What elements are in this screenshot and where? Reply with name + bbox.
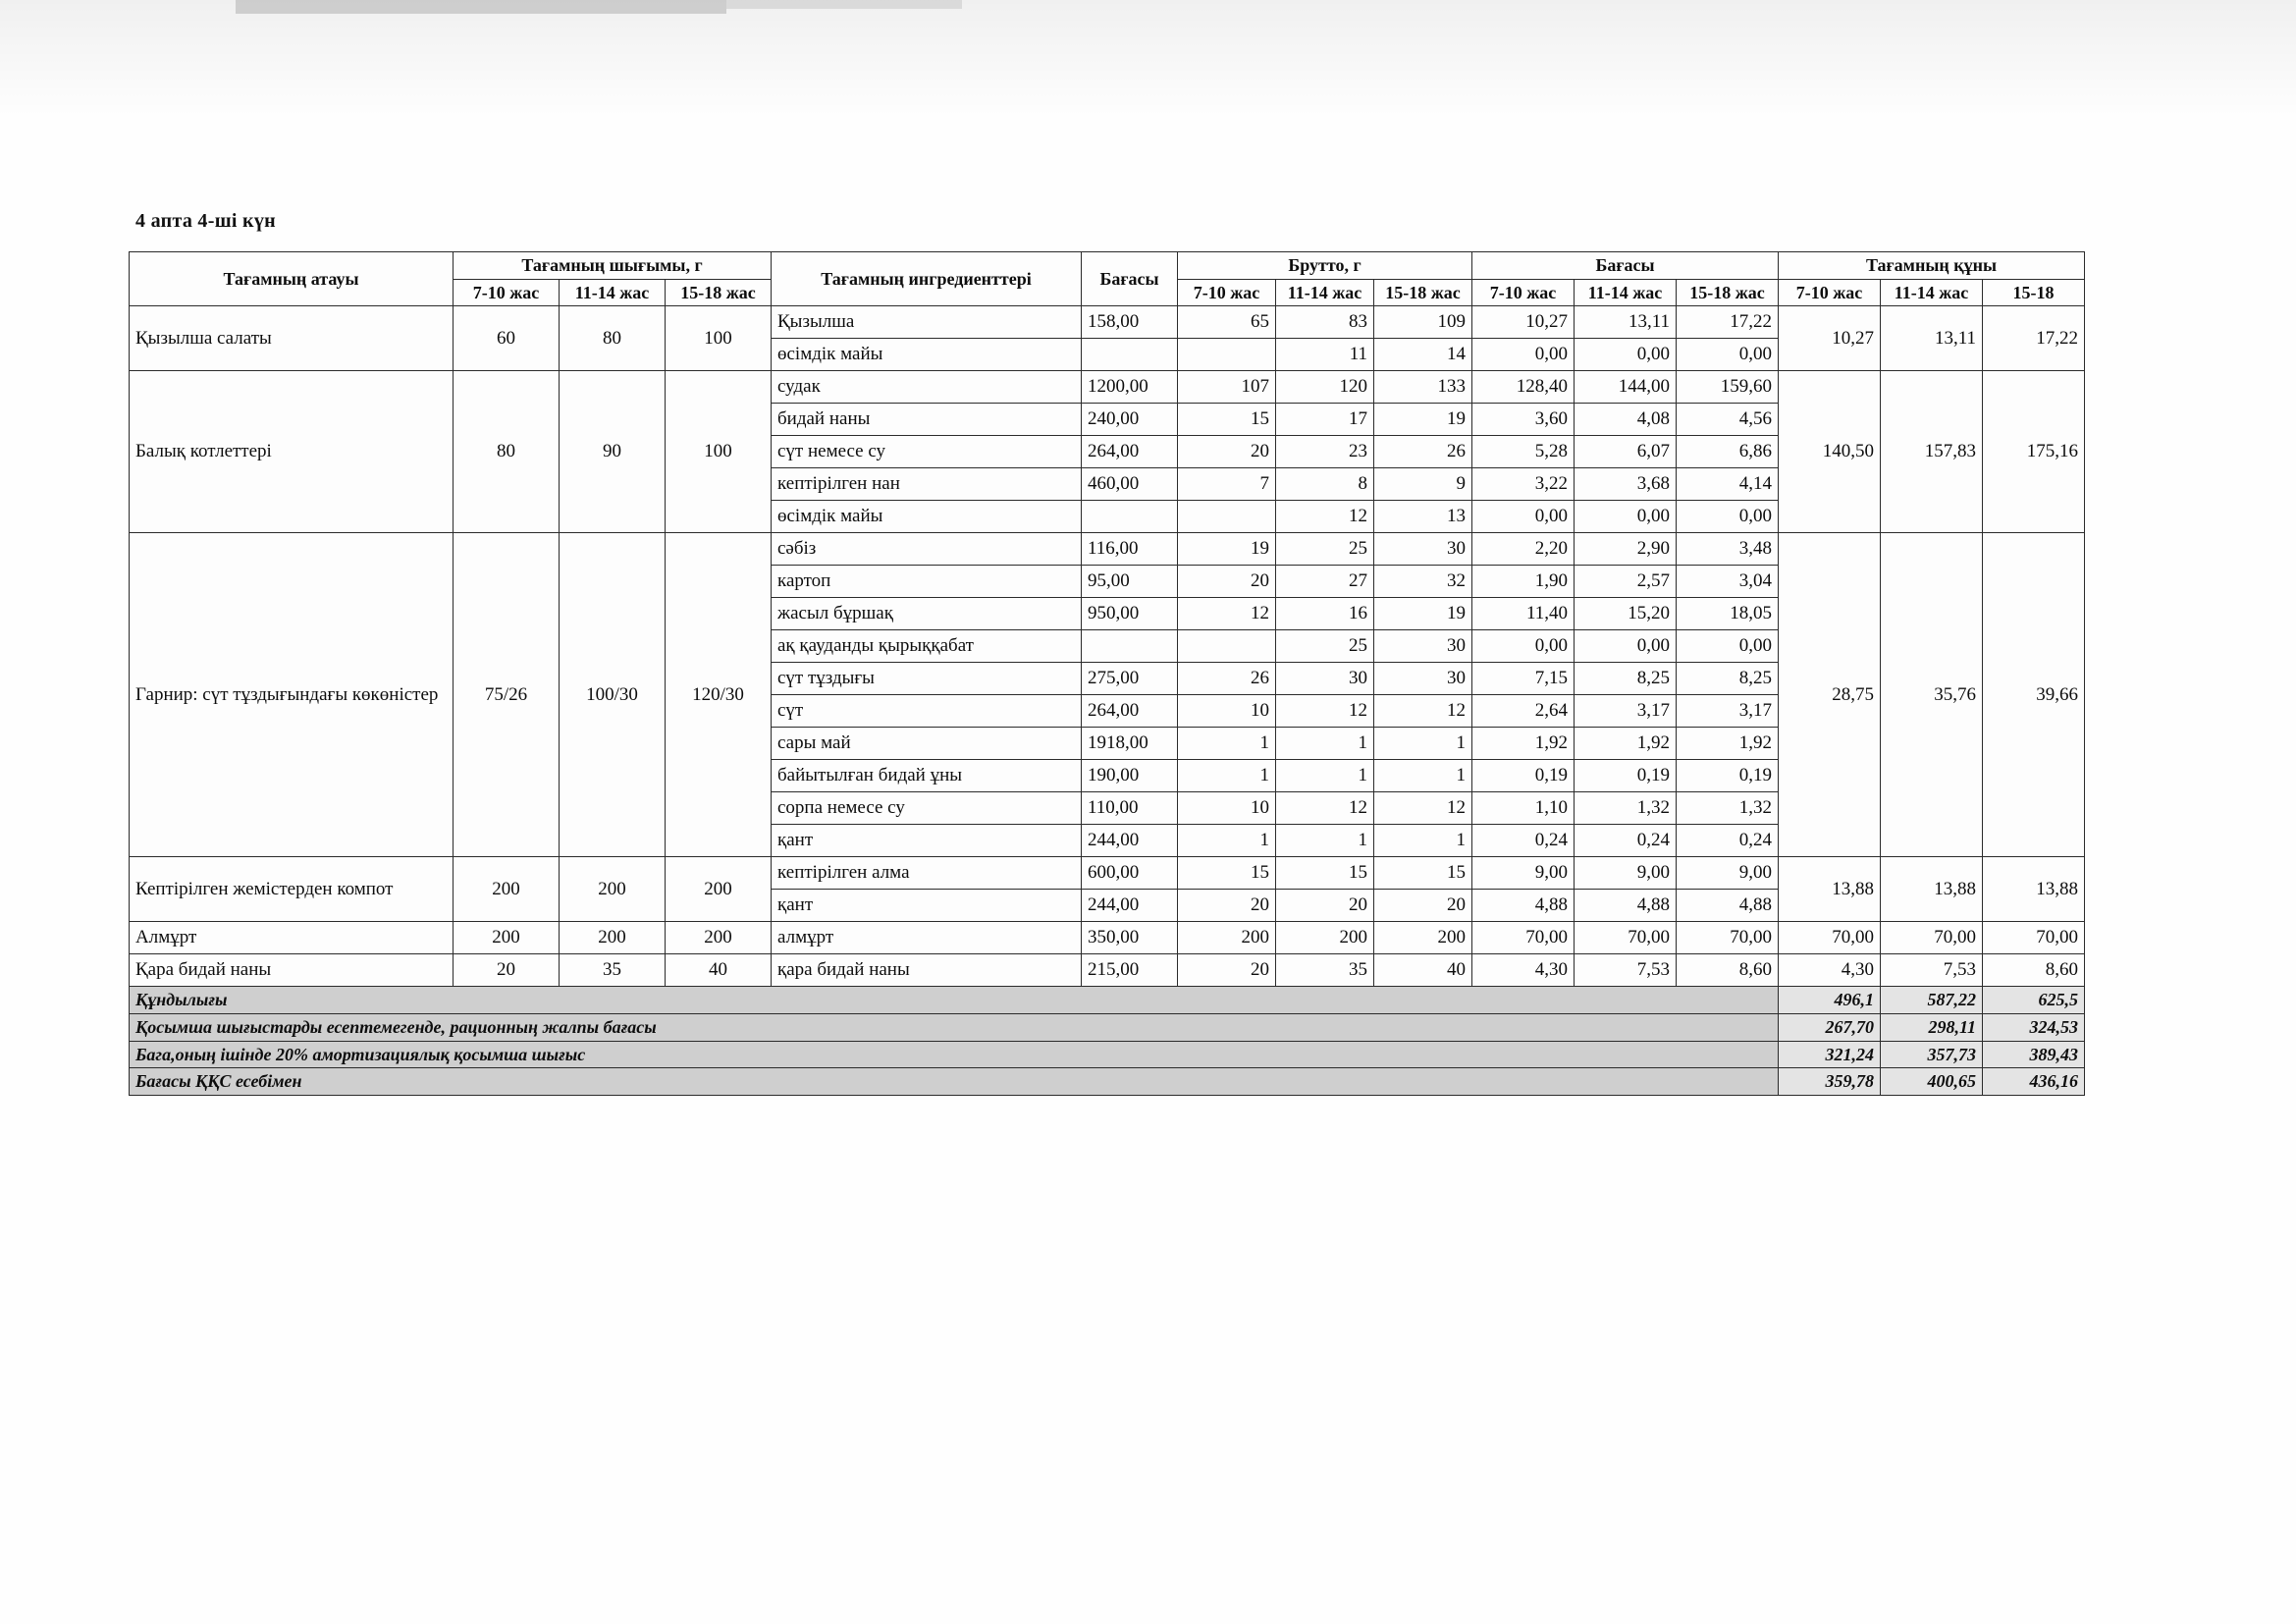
table-body bbox=[130, 306, 2085, 987]
cell-bagasy-3: 17,22 bbox=[1677, 306, 1779, 339]
cell-brutto-1: 20 bbox=[1178, 954, 1276, 987]
cell-brutto-3: 19 bbox=[1374, 598, 1472, 630]
summary-label: Бағасы ҚҚС есебімен bbox=[130, 1068, 1779, 1096]
cell-brutto-2: 15 bbox=[1276, 857, 1374, 890]
cell-price: 110,00 bbox=[1082, 792, 1178, 825]
cell-yield-3: 200 bbox=[666, 857, 772, 922]
summary-value-2: 587,22 bbox=[1881, 987, 1983, 1014]
cell-price: 264,00 bbox=[1082, 436, 1178, 468]
cell-brutto-2: 27 bbox=[1276, 566, 1374, 598]
cell-brutto-3: 15 bbox=[1374, 857, 1472, 890]
cell-bagasy-3: 8,60 bbox=[1677, 954, 1779, 987]
cell-cost-1: 4,30 bbox=[1779, 954, 1881, 987]
cell-price: 215,00 bbox=[1082, 954, 1178, 987]
cell-brutto-3: 13 bbox=[1374, 501, 1472, 533]
cell-price: 350,00 bbox=[1082, 922, 1178, 954]
cell-price: 190,00 bbox=[1082, 760, 1178, 792]
cell-brutto-1: 200 bbox=[1178, 922, 1276, 954]
cell-bagasy-3: 0,19 bbox=[1677, 760, 1779, 792]
cell-bagasy-2: 2,57 bbox=[1575, 566, 1677, 598]
cell-ingredient: жасыл бұршақ bbox=[772, 598, 1082, 630]
cell-brutto-1: 107 bbox=[1178, 371, 1276, 404]
cell-brutto-2: 12 bbox=[1276, 695, 1374, 728]
cell-bagasy-3: 0,00 bbox=[1677, 339, 1779, 371]
cell-yield-3: 100 bbox=[666, 306, 772, 371]
scan-artifact-top-2 bbox=[726, 0, 962, 9]
cell-bagasy-3: 0,00 bbox=[1677, 501, 1779, 533]
cell-bagasy-3: 1,32 bbox=[1677, 792, 1779, 825]
cell-bagasy-1: 3,22 bbox=[1472, 468, 1575, 501]
cell-price: 275,00 bbox=[1082, 663, 1178, 695]
cell-bagasy-3: 3,17 bbox=[1677, 695, 1779, 728]
cell-dish-name: Қара бидай наны bbox=[130, 954, 454, 987]
cell-bagasy-2: 0,00 bbox=[1575, 501, 1677, 533]
cell-cost-2: 13,11 bbox=[1881, 306, 1983, 371]
cell-price: 264,00 bbox=[1082, 695, 1178, 728]
cell-bagasy-2: 15,20 bbox=[1575, 598, 1677, 630]
cell-price: 1918,00 bbox=[1082, 728, 1178, 760]
summary-value-2: 357,73 bbox=[1881, 1041, 1983, 1068]
cell-brutto-3: 12 bbox=[1374, 792, 1472, 825]
cell-bagasy-1: 2,64 bbox=[1472, 695, 1575, 728]
cell-bagasy-1: 5,28 bbox=[1472, 436, 1575, 468]
cell-price: 950,00 bbox=[1082, 598, 1178, 630]
cell-bagasy-1: 0,24 bbox=[1472, 825, 1575, 857]
cell-bagasy-2: 0,19 bbox=[1575, 760, 1677, 792]
cell-brutto-1: 19 bbox=[1178, 533, 1276, 566]
cell-brutto-3: 133 bbox=[1374, 371, 1472, 404]
cell-brutto-1: 65 bbox=[1178, 306, 1276, 339]
cell-bagasy-3: 9,00 bbox=[1677, 857, 1779, 890]
cell-brutto-1: 1 bbox=[1178, 760, 1276, 792]
cell-bagasy-3: 1,92 bbox=[1677, 728, 1779, 760]
cell-cost-1: 140,50 bbox=[1779, 371, 1881, 533]
cell-brutto-1 bbox=[1178, 339, 1276, 371]
summary-row bbox=[130, 987, 2085, 1014]
header-bagasy-age-7-10: 7-10 жас bbox=[1472, 279, 1575, 306]
cell-brutto-2: 83 bbox=[1276, 306, 1374, 339]
cell-yield-2: 100/30 bbox=[560, 533, 666, 857]
cell-bagasy-3: 3,04 bbox=[1677, 566, 1779, 598]
cell-price bbox=[1082, 501, 1178, 533]
cell-bagasy-1: 10,27 bbox=[1472, 306, 1575, 339]
cell-brutto-2: 12 bbox=[1276, 792, 1374, 825]
summary-value-3: 389,43 bbox=[1983, 1041, 2085, 1068]
cell-price: 600,00 bbox=[1082, 857, 1178, 890]
cell-cost-3: 70,00 bbox=[1983, 922, 2085, 954]
cell-brutto-2: 25 bbox=[1276, 630, 1374, 663]
cell-ingredient: сорпа немесе су bbox=[772, 792, 1082, 825]
cell-bagasy-2: 0,00 bbox=[1575, 339, 1677, 371]
cell-brutto-2: 30 bbox=[1276, 663, 1374, 695]
cell-bagasy-1: 70,00 bbox=[1472, 922, 1575, 954]
cell-yield-1: 20 bbox=[454, 954, 560, 987]
cell-price bbox=[1082, 630, 1178, 663]
header-bagasy-age-15-18: 15-18 жас bbox=[1677, 279, 1779, 306]
cell-yield-3: 100 bbox=[666, 371, 772, 533]
cell-cost-1: 13,88 bbox=[1779, 857, 1881, 922]
cell-brutto-3: 109 bbox=[1374, 306, 1472, 339]
table-row bbox=[130, 954, 2085, 987]
cell-bagasy-2: 6,07 bbox=[1575, 436, 1677, 468]
cell-bagasy-3: 3,48 bbox=[1677, 533, 1779, 566]
cell-cost-2: 13,88 bbox=[1881, 857, 1983, 922]
cell-bagasy-2: 13,11 bbox=[1575, 306, 1677, 339]
cell-bagasy-1: 128,40 bbox=[1472, 371, 1575, 404]
cell-bagasy-3: 4,56 bbox=[1677, 404, 1779, 436]
cell-yield-2: 200 bbox=[560, 857, 666, 922]
table-row bbox=[130, 371, 2085, 404]
cell-bagasy-3: 4,14 bbox=[1677, 468, 1779, 501]
cell-bagasy-3: 8,25 bbox=[1677, 663, 1779, 695]
cell-ingredient: алмұрт bbox=[772, 922, 1082, 954]
cell-yield-2: 200 bbox=[560, 922, 666, 954]
cell-price bbox=[1082, 339, 1178, 371]
cell-ingredient: байытылған бидай ұны bbox=[772, 760, 1082, 792]
cell-brutto-3: 30 bbox=[1374, 533, 1472, 566]
cell-price: 244,00 bbox=[1082, 825, 1178, 857]
cell-yield-1: 80 bbox=[454, 371, 560, 533]
cell-price: 95,00 bbox=[1082, 566, 1178, 598]
cell-brutto-1 bbox=[1178, 501, 1276, 533]
cell-brutto-2: 1 bbox=[1276, 825, 1374, 857]
cell-brutto-2: 1 bbox=[1276, 728, 1374, 760]
cell-bagasy-2: 9,00 bbox=[1575, 857, 1677, 890]
page-title: 4 апта 4-ші күн bbox=[135, 210, 276, 232]
cell-bagasy-1: 11,40 bbox=[1472, 598, 1575, 630]
header-dish-name: Тағамның атауы bbox=[130, 252, 454, 306]
cell-cost-1: 10,27 bbox=[1779, 306, 1881, 371]
cell-bagasy-3: 4,88 bbox=[1677, 890, 1779, 922]
cell-yield-3: 200 bbox=[666, 922, 772, 954]
cell-ingredient: бидай наны bbox=[772, 404, 1082, 436]
cell-ingredient: қант bbox=[772, 890, 1082, 922]
cell-dish-name: Гарнир: сүт тұздығындағы көкөністер bbox=[130, 533, 454, 857]
summary-label: Құндылығы bbox=[130, 987, 1779, 1014]
header-yield-age-15-18: 15-18 жас bbox=[666, 279, 772, 306]
cell-cost-3: 39,66 bbox=[1983, 533, 2085, 857]
cell-yield-2: 90 bbox=[560, 371, 666, 533]
cell-bagasy-3: 0,00 bbox=[1677, 630, 1779, 663]
summary-value-1: 267,70 bbox=[1779, 1014, 1881, 1042]
cell-bagasy-1: 4,30 bbox=[1472, 954, 1575, 987]
cell-yield-1: 75/26 bbox=[454, 533, 560, 857]
cell-cost-3: 17,22 bbox=[1983, 306, 2085, 371]
cell-bagasy-1: 1,92 bbox=[1472, 728, 1575, 760]
menu-table-wrapper bbox=[129, 251, 2085, 1096]
cell-bagasy-2: 1,92 bbox=[1575, 728, 1677, 760]
cell-brutto-2: 120 bbox=[1276, 371, 1374, 404]
table-row bbox=[130, 533, 2085, 566]
cell-ingredient: сәбіз bbox=[772, 533, 1082, 566]
summary-row bbox=[130, 1014, 2085, 1042]
cell-brutto-2: 17 bbox=[1276, 404, 1374, 436]
table-footer bbox=[130, 987, 2085, 1096]
cell-brutto-3: 1 bbox=[1374, 760, 1472, 792]
cell-bagasy-1: 9,00 bbox=[1472, 857, 1575, 890]
summary-value-2: 298,11 bbox=[1881, 1014, 1983, 1042]
cell-brutto-1: 15 bbox=[1178, 857, 1276, 890]
cell-brutto-2: 12 bbox=[1276, 501, 1374, 533]
cell-ingredient: Қызылша bbox=[772, 306, 1082, 339]
cell-price: 244,00 bbox=[1082, 890, 1178, 922]
cell-brutto-2: 11 bbox=[1276, 339, 1374, 371]
header-cost-group: Тағамның құны bbox=[1779, 252, 2085, 280]
cell-bagasy-2: 70,00 bbox=[1575, 922, 1677, 954]
cell-bagasy-1: 0,19 bbox=[1472, 760, 1575, 792]
cell-cost-2: 157,83 bbox=[1881, 371, 1983, 533]
cell-brutto-3: 30 bbox=[1374, 630, 1472, 663]
header-brutto-age-15-18: 15-18 жас bbox=[1374, 279, 1472, 306]
cell-brutto-2: 1 bbox=[1276, 760, 1374, 792]
table-row bbox=[130, 922, 2085, 954]
cell-ingredient: өсімдік майы bbox=[772, 501, 1082, 533]
table-row bbox=[130, 306, 2085, 339]
cell-brutto-1: 7 bbox=[1178, 468, 1276, 501]
cell-ingredient: ақ қауданды қырыққабат bbox=[772, 630, 1082, 663]
cell-bagasy-2: 0,00 bbox=[1575, 630, 1677, 663]
cell-bagasy-2: 4,88 bbox=[1575, 890, 1677, 922]
cell-ingredient: қант bbox=[772, 825, 1082, 857]
summary-value-1: 496,1 bbox=[1779, 987, 1881, 1014]
menu-table bbox=[129, 251, 2085, 1096]
scan-artifact-top bbox=[236, 0, 726, 14]
cell-ingredient: картоп bbox=[772, 566, 1082, 598]
cell-price: 158,00 bbox=[1082, 306, 1178, 339]
scan-shadow bbox=[0, 0, 2296, 118]
header-yield-age-7-10: 7-10 жас bbox=[454, 279, 560, 306]
cell-brutto-1: 1 bbox=[1178, 728, 1276, 760]
cell-bagasy-1: 3,60 bbox=[1472, 404, 1575, 436]
cell-brutto-3: 14 bbox=[1374, 339, 1472, 371]
header-cost-age-7-10: 7-10 жас bbox=[1779, 279, 1881, 306]
cell-bagasy-2: 1,32 bbox=[1575, 792, 1677, 825]
cell-bagasy-3: 6,86 bbox=[1677, 436, 1779, 468]
cell-ingredient: сары май bbox=[772, 728, 1082, 760]
header-price: Бағасы bbox=[1082, 252, 1178, 306]
cell-yield-2: 35 bbox=[560, 954, 666, 987]
cell-bagasy-2: 144,00 bbox=[1575, 371, 1677, 404]
cell-dish-name: Алмұрт bbox=[130, 922, 454, 954]
cell-bagasy-1: 0,00 bbox=[1472, 339, 1575, 371]
cell-yield-2: 80 bbox=[560, 306, 666, 371]
cell-bagasy-2: 2,90 bbox=[1575, 533, 1677, 566]
cell-brutto-2: 20 bbox=[1276, 890, 1374, 922]
cell-ingredient: судак bbox=[772, 371, 1082, 404]
cell-dish-name: Кептірілген жемістерден компот bbox=[130, 857, 454, 922]
header-cost-age-11-14: 11-14 жас bbox=[1881, 279, 1983, 306]
cell-cost-2: 35,76 bbox=[1881, 533, 1983, 857]
cell-dish-name: Қызылша салаты bbox=[130, 306, 454, 371]
cell-bagasy-2: 3,68 bbox=[1575, 468, 1677, 501]
cell-ingredient: сүт тұздығы bbox=[772, 663, 1082, 695]
summary-value-2: 400,65 bbox=[1881, 1068, 1983, 1096]
cell-brutto-1: 10 bbox=[1178, 792, 1276, 825]
cell-brutto-1: 26 bbox=[1178, 663, 1276, 695]
cell-cost-3: 13,88 bbox=[1983, 857, 2085, 922]
header-yield-age-11-14: 11-14 жас bbox=[560, 279, 666, 306]
cell-brutto-3: 12 bbox=[1374, 695, 1472, 728]
cell-cost-3: 8,60 bbox=[1983, 954, 2085, 987]
cell-brutto-2: 25 bbox=[1276, 533, 1374, 566]
summary-value-1: 321,24 bbox=[1779, 1041, 1881, 1068]
cell-ingredient: сүт bbox=[772, 695, 1082, 728]
cell-bagasy-3: 18,05 bbox=[1677, 598, 1779, 630]
header-bagasy-age-11-14: 11-14 жас bbox=[1575, 279, 1677, 306]
cell-brutto-1: 10 bbox=[1178, 695, 1276, 728]
cell-brutto-1 bbox=[1178, 630, 1276, 663]
cell-yield-3: 120/30 bbox=[666, 533, 772, 857]
cell-ingredient: сүт немесе су bbox=[772, 436, 1082, 468]
cell-yield-3: 40 bbox=[666, 954, 772, 987]
cell-bagasy-2: 3,17 bbox=[1575, 695, 1677, 728]
cell-ingredient: өсімдік майы bbox=[772, 339, 1082, 371]
cell-yield-1: 200 bbox=[454, 922, 560, 954]
cell-brutto-2: 35 bbox=[1276, 954, 1374, 987]
cell-brutto-2: 16 bbox=[1276, 598, 1374, 630]
cell-bagasy-3: 70,00 bbox=[1677, 922, 1779, 954]
cell-ingredient: кептірілген алма bbox=[772, 857, 1082, 890]
cell-bagasy-1: 2,20 bbox=[1472, 533, 1575, 566]
cell-brutto-3: 19 bbox=[1374, 404, 1472, 436]
header-cost-age-15-18: 15-18 bbox=[1983, 279, 2085, 306]
cell-brutto-3: 9 bbox=[1374, 468, 1472, 501]
cell-price: 116,00 bbox=[1082, 533, 1178, 566]
header-brutto-age-11-14: 11-14 жас bbox=[1276, 279, 1374, 306]
summary-label: Бага,оның ішінде 20% амортизациялық қосымша шығыс bbox=[130, 1041, 1779, 1068]
cell-brutto-3: 200 bbox=[1374, 922, 1472, 954]
cell-bagasy-2: 7,53 bbox=[1575, 954, 1677, 987]
summary-value-3: 324,53 bbox=[1983, 1014, 2085, 1042]
cell-brutto-1: 20 bbox=[1178, 566, 1276, 598]
cell-brutto-2: 200 bbox=[1276, 922, 1374, 954]
cell-brutto-3: 1 bbox=[1374, 728, 1472, 760]
cell-bagasy-1: 4,88 bbox=[1472, 890, 1575, 922]
cell-price: 460,00 bbox=[1082, 468, 1178, 501]
cell-brutto-1: 15 bbox=[1178, 404, 1276, 436]
cell-bagasy-2: 8,25 bbox=[1575, 663, 1677, 695]
cell-brutto-3: 32 bbox=[1374, 566, 1472, 598]
header-yield-group: Тағамның шығымы, г bbox=[454, 252, 772, 280]
cell-cost-1: 28,75 bbox=[1779, 533, 1881, 857]
cell-price: 1200,00 bbox=[1082, 371, 1178, 404]
cell-bagasy-2: 0,24 bbox=[1575, 825, 1677, 857]
cell-brutto-2: 23 bbox=[1276, 436, 1374, 468]
cell-cost-1: 70,00 bbox=[1779, 922, 1881, 954]
header-ingredients: Тағамның ингредиенттері bbox=[772, 252, 1082, 306]
cell-cost-2: 7,53 bbox=[1881, 954, 1983, 987]
header-brutto-age-7-10: 7-10 жас bbox=[1178, 279, 1276, 306]
cell-yield-1: 200 bbox=[454, 857, 560, 922]
cell-brutto-3: 20 bbox=[1374, 890, 1472, 922]
cell-brutto-1: 20 bbox=[1178, 890, 1276, 922]
summary-row bbox=[130, 1041, 2085, 1068]
summary-label: Қосымша шығыстарды есептемегенде, рационның жалпы бағасы bbox=[130, 1014, 1779, 1042]
cell-brutto-3: 1 bbox=[1374, 825, 1472, 857]
cell-brutto-1: 12 bbox=[1178, 598, 1276, 630]
cell-brutto-3: 26 bbox=[1374, 436, 1472, 468]
table-row bbox=[130, 857, 2085, 890]
cell-cost-3: 175,16 bbox=[1983, 371, 2085, 533]
cell-bagasy-1: 7,15 bbox=[1472, 663, 1575, 695]
summary-value-3: 625,5 bbox=[1983, 987, 2085, 1014]
summary-value-1: 359,78 bbox=[1779, 1068, 1881, 1096]
summary-value-3: 436,16 bbox=[1983, 1068, 2085, 1096]
cell-bagasy-1: 0,00 bbox=[1472, 501, 1575, 533]
header-brutto-group: Брутто, г bbox=[1178, 252, 1472, 280]
cell-bagasy-1: 1,10 bbox=[1472, 792, 1575, 825]
cell-bagasy-1: 1,90 bbox=[1472, 566, 1575, 598]
cell-brutto-2: 8 bbox=[1276, 468, 1374, 501]
cell-brutto-1: 1 bbox=[1178, 825, 1276, 857]
cell-brutto-1: 20 bbox=[1178, 436, 1276, 468]
cell-bagasy-1: 0,00 bbox=[1472, 630, 1575, 663]
summary-row bbox=[130, 1068, 2085, 1096]
cell-brutto-3: 30 bbox=[1374, 663, 1472, 695]
table-header bbox=[130, 252, 2085, 306]
cell-cost-2: 70,00 bbox=[1881, 922, 1983, 954]
cell-brutto-3: 40 bbox=[1374, 954, 1472, 987]
cell-ingredient: кептірілген нан bbox=[772, 468, 1082, 501]
cell-bagasy-3: 159,60 bbox=[1677, 371, 1779, 404]
cell-dish-name: Балық котлеттері bbox=[130, 371, 454, 533]
header-bagasy-group: Бағасы bbox=[1472, 252, 1779, 280]
cell-price: 240,00 bbox=[1082, 404, 1178, 436]
cell-bagasy-3: 0,24 bbox=[1677, 825, 1779, 857]
cell-bagasy-2: 4,08 bbox=[1575, 404, 1677, 436]
cell-yield-1: 60 bbox=[454, 306, 560, 371]
cell-ingredient: қара бидай наны bbox=[772, 954, 1082, 987]
